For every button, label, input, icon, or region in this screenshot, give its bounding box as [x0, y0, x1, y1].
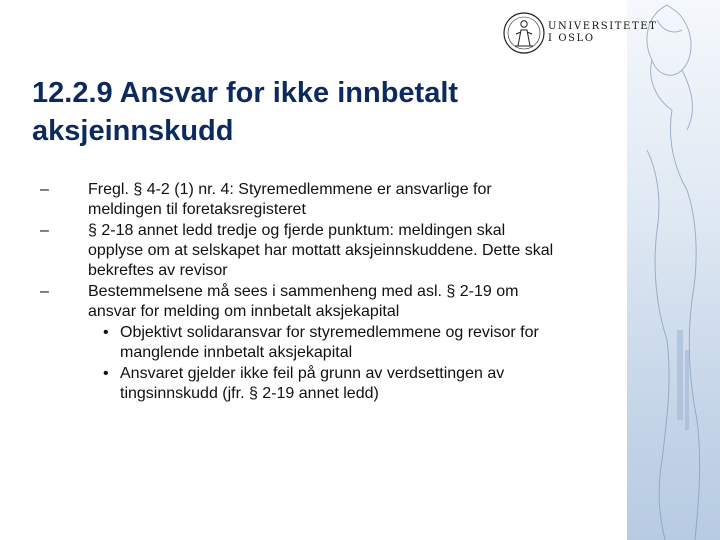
bullet-marker: • — [103, 324, 109, 341]
title-line-1: 12.2.9 Ansvar for ikke innbetalt — [32, 77, 459, 109]
bullet-marker: • — [103, 365, 109, 382]
university-logo — [502, 10, 658, 56]
item-text: meldingen til foretaksregisteret — [88, 201, 306, 218]
subitem-text: Ansvaret gjelder ikke feil på grunn av verdsettingen av — [120, 365, 505, 382]
list-item — [40, 180, 620, 220]
sub-list-item — [40, 323, 620, 363]
item-text: opplyse om at selskapet har mottatt aksjeinnskuddene. Dette skal — [88, 242, 554, 259]
item-text: Bestemmelsene må sees i sammenheng med asl. § 2-19 om — [88, 283, 519, 300]
item-text: § 2-18 annet ledd tredje og fjerde punktum: meldingen skal — [88, 222, 506, 239]
item-text: bekreftes av revisor — [88, 262, 228, 279]
dash-marker: – — [40, 283, 49, 300]
logo-line-2: I OSLO — [548, 33, 595, 44]
item-text: Fregl. § 4-2 (1) nr. 4: Styremedlemmene er ansvarlige for — [88, 181, 492, 198]
subitem-text: tingsinnskudd (jfr. § 2-19 annet ledd) — [120, 385, 379, 402]
apollo-statue-icon — [627, 0, 720, 540]
logo-line-1: UNIVERSITETET — [548, 21, 658, 32]
list-item — [40, 282, 620, 322]
list-item — [40, 221, 620, 281]
sub-list-item — [40, 364, 620, 404]
title-line-2: aksjeinnskudd — [32, 115, 234, 147]
subitem-text: manglende innbetalt aksjekapital — [120, 344, 353, 361]
decorative-side-artwork — [627, 0, 720, 540]
item-text: ansvar for melding om innbetalt aksjekapital — [88, 303, 400, 320]
slide-body — [40, 180, 620, 405]
dash-marker: – — [40, 222, 49, 239]
subitem-text: Objektivt solidaransvar for styremedlemmene og revisor for — [120, 324, 539, 341]
slide-title — [32, 74, 592, 150]
dash-marker: – — [40, 181, 49, 198]
university-seal-icon — [502, 10, 546, 56]
